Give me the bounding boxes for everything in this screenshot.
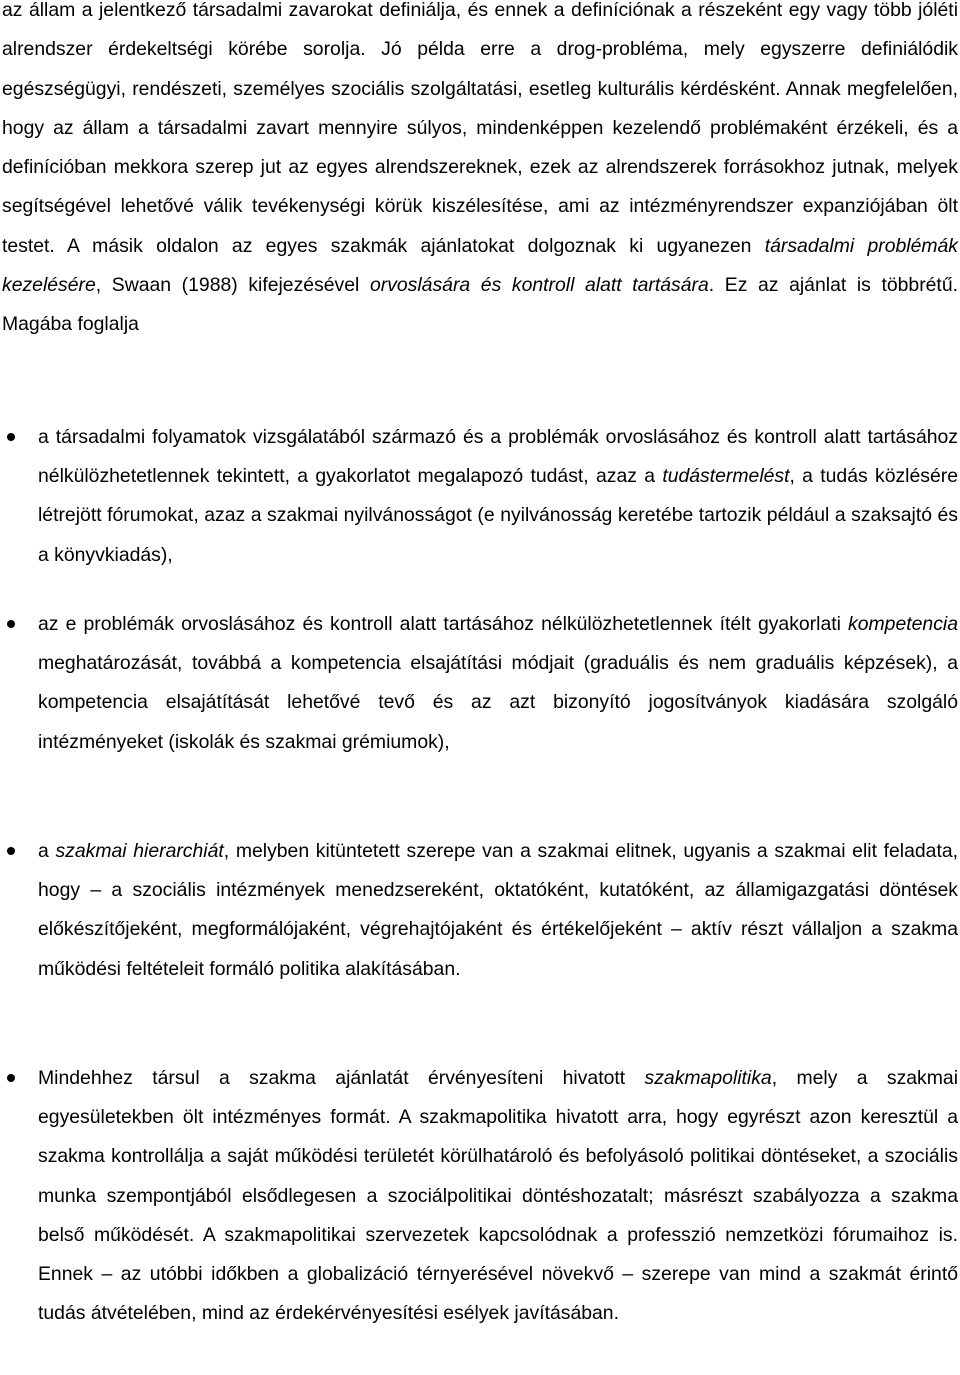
intro-paragraph [2,0,958,345]
intro-italic-term: orvoslására és kontroll alatt tartására [369,274,709,297]
intro-text: . Ez az ajánlat is többrétű. Magába foglalja [2,274,958,336]
bullet-text: , mely a szakmai egyesületekben ölt intézményes formát. A szakmapolitika hivatott arra, hogy egyrészt azon keresztül a szakma kontrollálja a saját működési területét körülhatároló és befolyásoló politikai döntéseket, a szociális munka szempontjából elsődlegesen a szociálpolitikai döntéshozatalt; másrészt szabályozza a szakma belső működését. A szakmapolitikai szervezetek kapcsolódnak a professzió nemzetközi fórumaihoz is. Ennek – az utóbbi időkben a globalizáció térnyerésével növekvő – szerepe van mind a szakmát érintő tudás átvételében, mind az érdekérvényesítési esélyek javításában. [38,1067,958,1325]
bullet-text: , a tudás közlésére létrejött fórumokat, azaz a szakmai nyilvánosságot (e nyilvánosság keretébe tartozik például a szaksajtó és a könyvkiadás), [38,465,958,566]
bullet-text: a társadalmi folyamatok vizsgálatából származó és a problémák orvoslásához és kontroll alatt tartásához nélkülözhetetlennek tekintett, a gyakorlatot megalapozó tudást, azaz a [38,426,958,488]
bullet-text: , melyben kitüntetett szerepe van a szakmai elitnek, ugyanis a szakmai elit feladata, hogy – a szociális intézmények menedzsereként, oktatóként, kutatóként, az államigazgatási döntések előkészítőjeként, megformálójaként, végrehajtójaként és értékelőjeként – aktív részt vállaljon a szakma működési feltételeit formáló politika alakításában. [38,840,959,980]
bullet-italic-term: tudástermelést [662,465,790,488]
bullet-text: az e problémák orvoslásához és kontroll alatt tartásához nélkülözhetetlennek ítélt gyakorlati [38,613,849,635]
bullet-item [38,1059,958,1333]
bullet-dot-icon [7,620,15,628]
bullet-dot-icon [7,433,15,441]
bullet-item [38,418,958,575]
bullet-italic-term: szakmapolitika [644,1067,772,1089]
bullet-text: Mindehhez társul a szakma ajánlatát érvényesíteni hivatott [38,1067,645,1089]
bullet-dot-icon [7,1074,15,1082]
bullet-italic-term: kompetencia [848,613,958,635]
bullet-item [38,605,958,762]
bullet-text: a [38,840,56,862]
intro-italic-term: társadalmi problémák kezelésére [2,234,958,297]
intro-text: , Swaan (1988) kifejezésével [95,274,370,297]
bullet-italic-term: szakmai hierarchiát [55,840,224,862]
bullet-item [38,832,958,989]
intro-text: az állam a jelentkező társadalmi zavarokat definiálja, és ennek a definíciónak a részeként egy vagy több jóléti alrendszer érdekeltségi körébe sorolja. Jó példa erre a drog-probléma, mely egyszerre definiálódik egészségügyi, rendészeti, személyes szociális szolgáltatási, esetleg kulturális kérdésként. Annak megfelelően, hogy az állam a társadalmi zavart mennyire súlyos, mindenképpen kezelendő problémaként érzékeli, és a definícióban mekkora szerep jut az egyes alrendszereknek, ezek az alrendszerek forrásokhoz jutnak, melyek segítségével lehetővé válik tevékenységi körük kiszélesítése, ami az intézményrendszer expanziójában ölt testet. A másik oldalon az egyes szakmák ajánlatokat dolgoznak ki ugyanezen [2,0,958,257]
bullet-text: meghatározását, továbbá a kompetencia elsajátítási módjait (graduális és nem graduális képzések), a kompetencia elsajátítását lehetővé tevő és az azt bizonyító jogosítványok kiadására szolgáló intézményeket (iskolák és szakmai grémiumok), [38,652,958,753]
bullet-dot-icon [7,847,15,855]
